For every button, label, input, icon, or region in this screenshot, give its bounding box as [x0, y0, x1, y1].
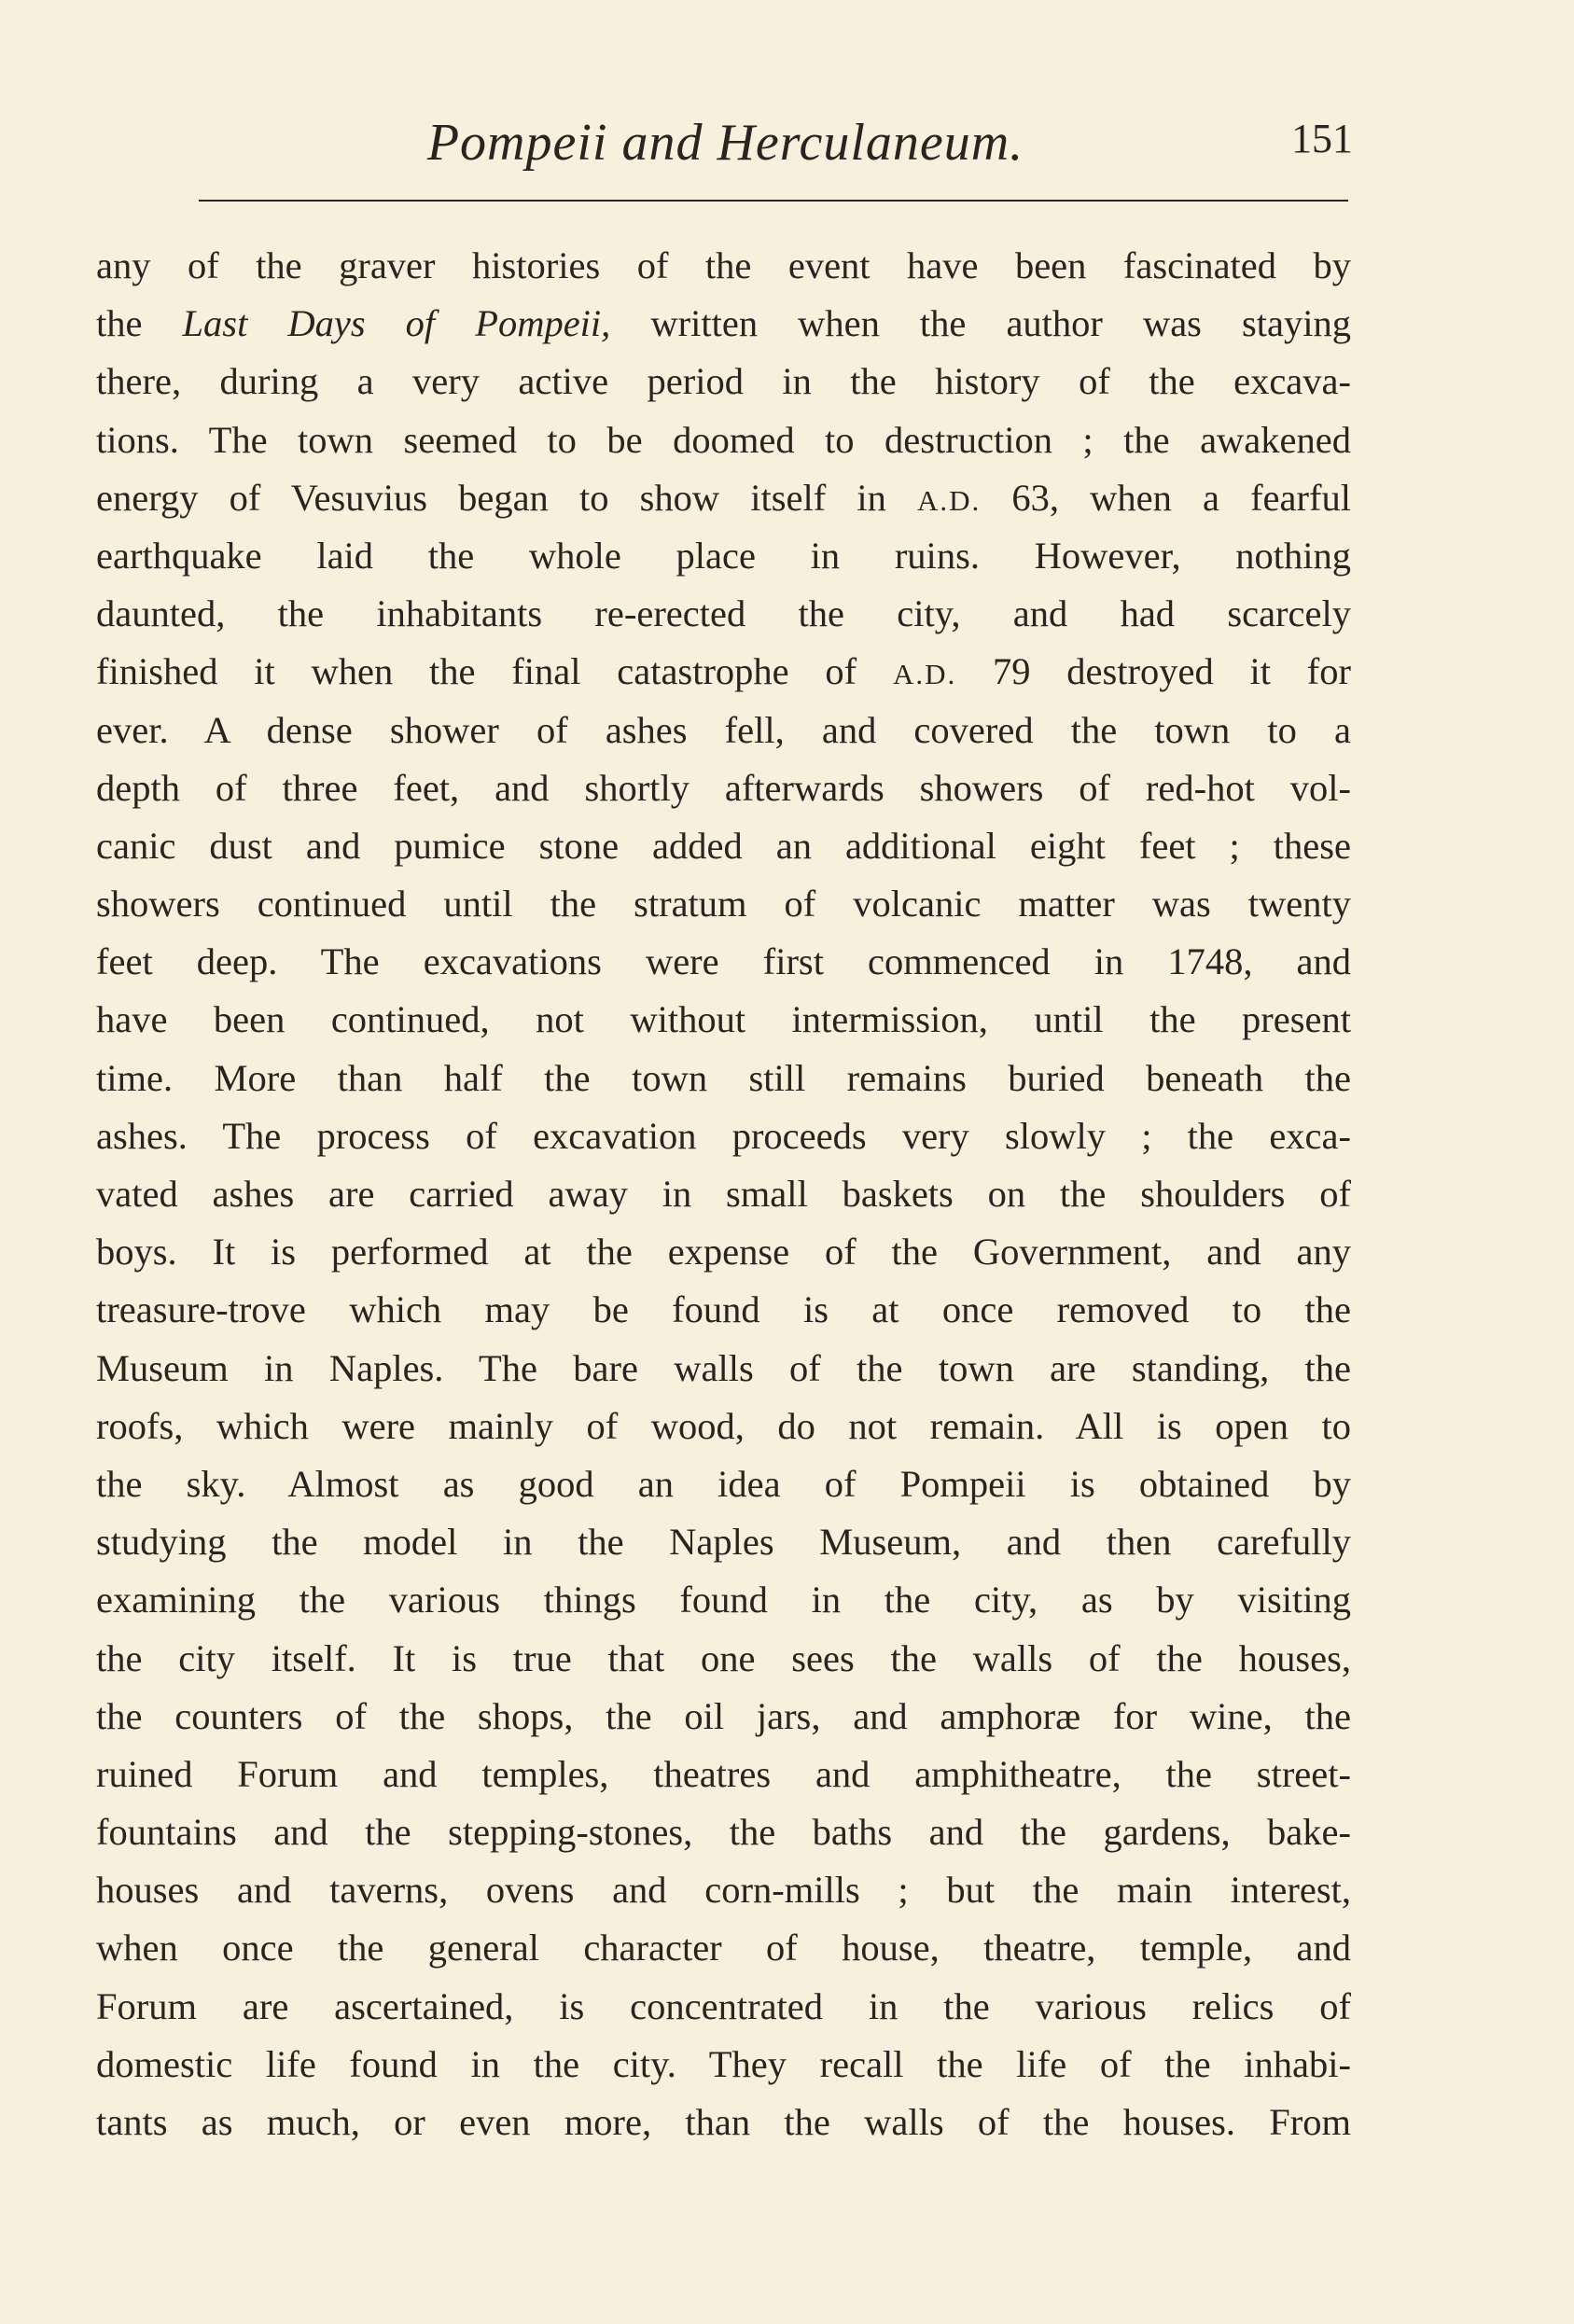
line-text: Forum are ascertained, is concentrated in the various relics of: [96, 1984, 1351, 2027]
line-text: Museum in Naples. The bare walls of the town are standing, the: [96, 1346, 1351, 1389]
line-text: ever. A dense shower of ashes fell, and covered the town to a: [96, 708, 1351, 751]
page-number: 151: [1291, 116, 1353, 161]
line-text: vated ashes are carried away in small baskets on the shoulders of: [96, 1173, 1351, 1215]
line-text: energy of Vesuvius began to show itself in: [96, 476, 917, 519]
line-text: daunted, the inhabitants re-erected the city, and had scarcely: [96, 592, 1351, 635]
line-text: written when the author was staying: [610, 302, 1351, 345]
text-line: [96, 295, 1351, 353]
text-line: [96, 1281, 1351, 1339]
line-text: the city itself. It is true that one sees the walls of the houses,: [96, 1636, 1351, 1679]
line-text: 79 destroyed it for: [956, 650, 1351, 693]
line-text: any of the graver histories of the event have been fascinated by: [96, 244, 1351, 286]
line-text: houses and taverns, ovens and corn-mills ; but the main interest,: [96, 1869, 1351, 1912]
text-line: [96, 1223, 1351, 1281]
text-line: [96, 643, 1351, 701]
line-text: have been continued, not without intermission, until the present: [96, 998, 1351, 1041]
text-line: [96, 353, 1351, 411]
line-text: tions. The town seemed to be doomed to destruction ; the awakened: [96, 418, 1351, 461]
line-text: finished it when the final catastrophe of: [96, 650, 893, 693]
line-text: ruined Forum and temples, theatres and amphitheatre, the street-: [96, 1752, 1351, 1795]
line-text: examining the various things found in the city, as by visiting: [96, 1579, 1351, 1621]
line-text: boys. It is performed at the expense of the Government, and any: [96, 1231, 1351, 1273]
line-text: showers continued until the stratum of volcanic matter was twenty: [96, 883, 1351, 925]
text-line: [96, 1688, 1351, 1746]
line-text: canic dust and pumice stone added an additional eight feet ; these: [96, 824, 1351, 867]
line-text: treasure-trove which may be found is at once removed to the: [96, 1288, 1351, 1331]
text-line: [96, 1571, 1351, 1629]
header-rule: [199, 200, 1348, 202]
running-title: Pompeii and Herculaneum.: [426, 114, 1024, 172]
line-text: roofs, which were mainly of wood, do not remain. All is open to: [96, 1404, 1351, 1447]
small-caps-text: A.D.: [892, 658, 957, 691]
text-line: [96, 1803, 1351, 1861]
text-line: [96, 1107, 1351, 1165]
line-text: studying the model in the Naples Museum, and then carefully: [96, 1521, 1351, 1564]
line-text: ashes. The process of excavation proceeds very slowly ; the exca-: [96, 1114, 1351, 1157]
running-head: [98, 110, 1353, 175]
text-line: [96, 759, 1351, 817]
line-text: the sky. Almost as good an idea of Pompeii is obtained by: [96, 1462, 1351, 1505]
line-text: the counters of the shops, the oil jars, and amphoræ for wine, the: [96, 1694, 1351, 1737]
text-line: [96, 585, 1351, 643]
text-line: [96, 1340, 1351, 1398]
text-line: [96, 817, 1351, 875]
line-text: tants as much, or even more, than the walls of the houses. From: [96, 2101, 1351, 2143]
body-text: [96, 237, 1351, 2151]
text-line: [96, 1165, 1351, 1223]
line-text: depth of three feet, and shortly afterwards showers of red-hot vol-: [96, 766, 1351, 809]
text-line: [96, 527, 1351, 585]
text-line: [96, 1978, 1351, 2036]
small-caps-text: A.D.: [916, 483, 982, 517]
line-text: time. More than half the town still remains buried beneath the: [96, 1056, 1351, 1099]
line-text: domestic life found in the city. They recall the life of the inhabi-: [96, 2042, 1351, 2085]
line-text: there, during a very active period in the history of the excava-: [96, 360, 1351, 403]
line-text: the: [96, 302, 183, 345]
text-line: [96, 237, 1351, 295]
line-text: earthquake laid the whole place in ruins. However, nothing: [96, 534, 1351, 577]
line-text: 63, when a fearful: [981, 476, 1351, 519]
text-line: [96, 875, 1351, 933]
text-line: [96, 1050, 1351, 1107]
text-line: [96, 1919, 1351, 1977]
text-line: [96, 1746, 1351, 1803]
text-line: [96, 1861, 1351, 1919]
text-line: [96, 411, 1351, 469]
italic-text: Last Days of Pompeii,: [182, 302, 611, 345]
line-text: feet deep. The excavations were first commenced in 1748, and: [96, 940, 1351, 983]
text-line: [96, 1513, 1351, 1571]
line-text: fountains and the stepping-stones, the baths and the gardens, bake-: [96, 1811, 1351, 1854]
line-text: when once the general character of house, theatre, temple, and: [96, 1927, 1351, 1969]
text-line: [96, 1455, 1351, 1513]
text-line: [96, 933, 1351, 991]
text-line: [96, 2036, 1351, 2094]
text-line: [96, 1630, 1351, 1688]
text-line: [96, 702, 1351, 759]
text-line: [96, 991, 1351, 1049]
text-line: [96, 2094, 1351, 2151]
text-line: [96, 1398, 1351, 1455]
text-line: [96, 469, 1351, 527]
